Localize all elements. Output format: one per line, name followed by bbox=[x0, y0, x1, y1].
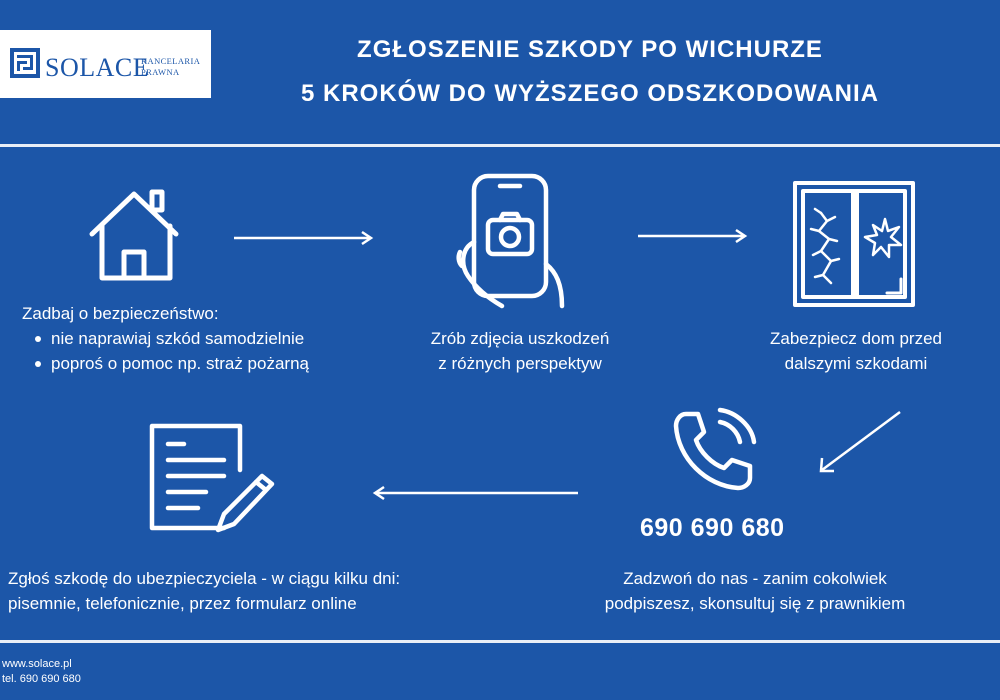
logo bbox=[0, 30, 211, 98]
phone-number[interactable]: 690 690 680 bbox=[640, 514, 785, 542]
step2-text bbox=[390, 326, 650, 376]
step5-line2: pisemnie, telefonicznie, przez formularz online bbox=[8, 594, 357, 613]
logo-subtitle-line1: KANCELARIA bbox=[141, 56, 201, 66]
step3-text bbox=[740, 326, 972, 376]
step3-line1: Zabezpiecz dom przed bbox=[770, 329, 942, 348]
telephone-icon bbox=[672, 408, 758, 494]
bottom-divider bbox=[0, 640, 1000, 643]
footer-website[interactable]: www.solace.pl bbox=[2, 658, 72, 670]
step4-text bbox=[565, 566, 945, 616]
logo-subtitle bbox=[141, 56, 200, 78]
footer bbox=[2, 657, 81, 687]
step3-line2: dalszymi szkodami bbox=[784, 354, 928, 373]
step4-line1: Zadzwoń do nas - zanim cokolwiek bbox=[623, 569, 887, 588]
house-icon bbox=[86, 186, 186, 282]
phone-camera-icon bbox=[458, 172, 570, 310]
step1-heading: Zadbaj o bezpieczeństwo: bbox=[22, 304, 219, 323]
step1-bullet: nie naprawiaj szkód samodzielnie bbox=[22, 326, 402, 351]
footer-tel[interactable]: tel. 690 690 680 bbox=[2, 673, 81, 685]
broken-window-icon bbox=[793, 181, 915, 307]
step2-line1: Zrób zdjęcia uszkodzeń bbox=[430, 329, 610, 348]
arrow-left-icon bbox=[372, 485, 578, 501]
step4-line2: podpiszesz, skonsultuj się z prawnikiem bbox=[604, 594, 906, 613]
solace-logo-mark-icon bbox=[10, 48, 40, 78]
logo-name: SOLACE bbox=[45, 53, 150, 82]
arrow-right-icon bbox=[234, 230, 374, 246]
step1-bullet: poproś o pomoc np. straż pożarną bbox=[22, 351, 402, 376]
step1-text bbox=[22, 301, 402, 376]
step5-line1: Zgłoś szkodę do ubezpieczyciela - w ciągu kilku dni: bbox=[8, 569, 401, 588]
document-pen-icon bbox=[150, 424, 282, 536]
step5-text bbox=[8, 566, 488, 616]
top-divider bbox=[0, 144, 1000, 147]
step2-line2: z różnych perspektyw bbox=[438, 354, 602, 373]
arrow-right-icon bbox=[638, 228, 748, 244]
step1-bullets bbox=[22, 326, 402, 376]
logo-subtitle-line2: PRAWNA bbox=[141, 67, 180, 77]
page-title-line1: ZGŁOSZENIE SZKODY PO WICHURZE bbox=[357, 36, 823, 63]
page-title-line2: 5 KROKÓW DO WYŻSZEGO ODSZKODOWANIA bbox=[301, 80, 879, 107]
arrow-down-left-icon bbox=[818, 410, 902, 474]
